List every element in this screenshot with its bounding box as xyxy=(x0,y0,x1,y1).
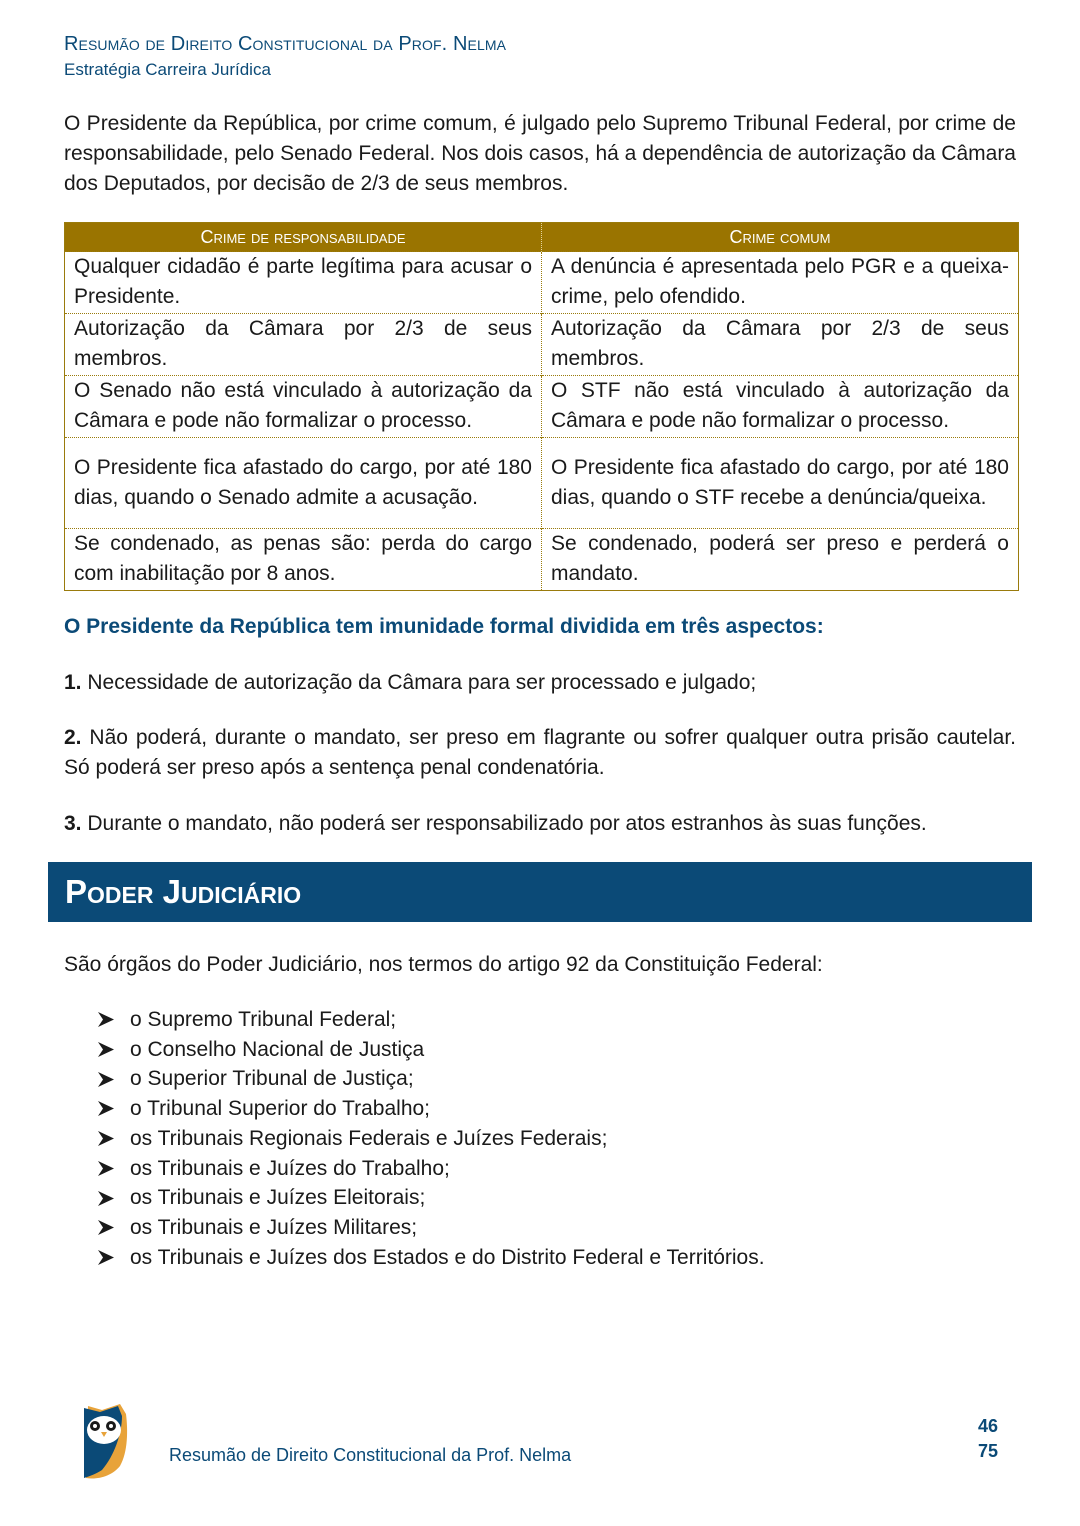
list-item xyxy=(96,1154,765,1184)
table-cell: A denúncia é apresentada pelo PGR e a queixa-crime, pelo ofendido. xyxy=(542,252,1019,314)
list-item-text: os Tribunais e Juízes Militares; xyxy=(130,1215,418,1239)
list-item xyxy=(96,1183,765,1213)
arrow-bullet-icon xyxy=(96,1154,130,1183)
section-intro: São órgãos do Poder Judiciário, nos termos do artigo 92 da Constituição Federal: xyxy=(64,953,823,976)
list-item-text: os Tribunais Regionais Federais e Juízes Federais; xyxy=(130,1126,608,1150)
arrow-bullet-icon xyxy=(96,1065,130,1094)
table-cell: Se condenado, poderá ser preso e perderá o mandato. xyxy=(542,529,1019,591)
comparison-table xyxy=(64,222,1019,591)
immunity-item xyxy=(64,668,1016,698)
list-item-text: os Tribunais e Juízes do Trabalho; xyxy=(130,1156,450,1180)
list-item xyxy=(96,1035,765,1065)
immunity-item xyxy=(64,809,1016,839)
list-item xyxy=(96,1243,765,1273)
list-item-text: o Supremo Tribunal Federal; xyxy=(130,1008,397,1031)
table-cell: Autorização da Câmara por 2/3 de seus membros. xyxy=(65,314,542,376)
page-number xyxy=(960,1414,1016,1464)
immunity-heading: O Presidente da República tem imunidade formal dividida em três aspectos: xyxy=(64,615,824,638)
table-header-cell: Crime comum xyxy=(542,223,1019,252)
arrow-bullet-icon xyxy=(96,1184,130,1213)
list-item xyxy=(96,1094,765,1124)
list-item-text: o Tribunal Superior do Trabalho; xyxy=(130,1097,431,1121)
current-page: 46 xyxy=(977,1416,999,1436)
total-pages: 75 xyxy=(977,1441,999,1461)
section-banner xyxy=(48,862,1032,922)
table-header-cell: Crime de responsabilidade xyxy=(65,223,542,252)
footer-text: Resumão de Direito Constitucional da Prof. Nelma xyxy=(169,1445,572,1465)
item-text: Não poderá, durante o mandato, ser preso em flagrante ou sofrer qualquer outra prisão cautelar. Só poderá ser preso após a sentença penal condenatória. xyxy=(64,726,1016,779)
list-item xyxy=(96,1064,765,1094)
list-item xyxy=(96,1124,765,1154)
section-title: Poder Judiciário xyxy=(65,873,302,910)
page-header xyxy=(64,30,506,82)
table-cell: Autorização da Câmara por 2/3 de seus membros. xyxy=(542,314,1019,376)
arrow-bullet-icon xyxy=(96,1213,130,1242)
table-cell: O STF não está vinculado à autorização da Câmara e pode não formalizar o processo. xyxy=(542,376,1019,438)
list-item xyxy=(96,1005,765,1035)
owl-logo-icon xyxy=(80,1400,130,1485)
header-subtitle: Estratégia Carreira Jurídica xyxy=(64,60,271,79)
arrow-bullet-icon xyxy=(96,1035,130,1064)
list-item-text: os Tribunais e Juízes dos Estados e do Distrito Federal e Territórios. xyxy=(130,1245,765,1269)
table-row xyxy=(65,376,1019,438)
arrow-bullet-icon xyxy=(96,1005,130,1034)
table-row xyxy=(65,314,1019,376)
table-row xyxy=(65,529,1019,591)
intro-paragraph: O Presidente da República, por crime comum, é julgado pelo Supremo Tribunal Federal, por crime de responsabilidade, pelo Senado Federal. Nos dois casos, há a dependência de autorização da Câmara dos Deputados, por decisão de 2/3 de seus membros. xyxy=(64,112,1016,195)
table-cell: Qualquer cidadão é parte legítima para acusar o Presidente. xyxy=(65,252,542,314)
list-item-text: os Tribunais e Juízes Eleitorais; xyxy=(130,1186,426,1210)
organs-list xyxy=(96,1005,765,1272)
table-cell: Se condenado, as penas são: perda do cargo com inabilitação por 8 anos. xyxy=(65,529,542,591)
item-number: 2. xyxy=(64,726,82,749)
table-row xyxy=(65,438,1019,529)
table-cell: O Presidente fica afastado do cargo, por até 180 dias, quando o STF recebe a denúncia/queixa. xyxy=(542,438,1019,529)
table-header-row xyxy=(65,223,1019,252)
arrow-bullet-icon xyxy=(96,1243,130,1272)
list-item-text: o Conselho Nacional de Justiça xyxy=(130,1037,425,1061)
item-number: 3. xyxy=(64,812,82,835)
table-row xyxy=(65,252,1019,314)
table-cell: O Presidente fica afastado do cargo, por até 180 dias, quando o Senado admite a acusação. xyxy=(65,438,542,529)
immunity-item xyxy=(64,723,1016,783)
table-cell: O Senado não está vinculado à autorização da Câmara e pode não formalizar o processo. xyxy=(65,376,542,438)
arrow-bullet-icon xyxy=(96,1094,130,1123)
item-number: 1. xyxy=(64,671,82,694)
header-title: Resumão de Direito Constitucional da Prof. Nelma xyxy=(64,33,507,55)
item-text: Necessidade de autorização da Câmara para ser processado e julgado; xyxy=(81,671,757,694)
arrow-bullet-icon xyxy=(96,1124,130,1153)
list-item-text: o Superior Tribunal de Justiça; xyxy=(130,1067,414,1091)
list-item xyxy=(96,1213,765,1243)
item-text: Durante o mandato, não poderá ser responsabilizado por atos estranhos às suas funções. xyxy=(81,812,927,835)
